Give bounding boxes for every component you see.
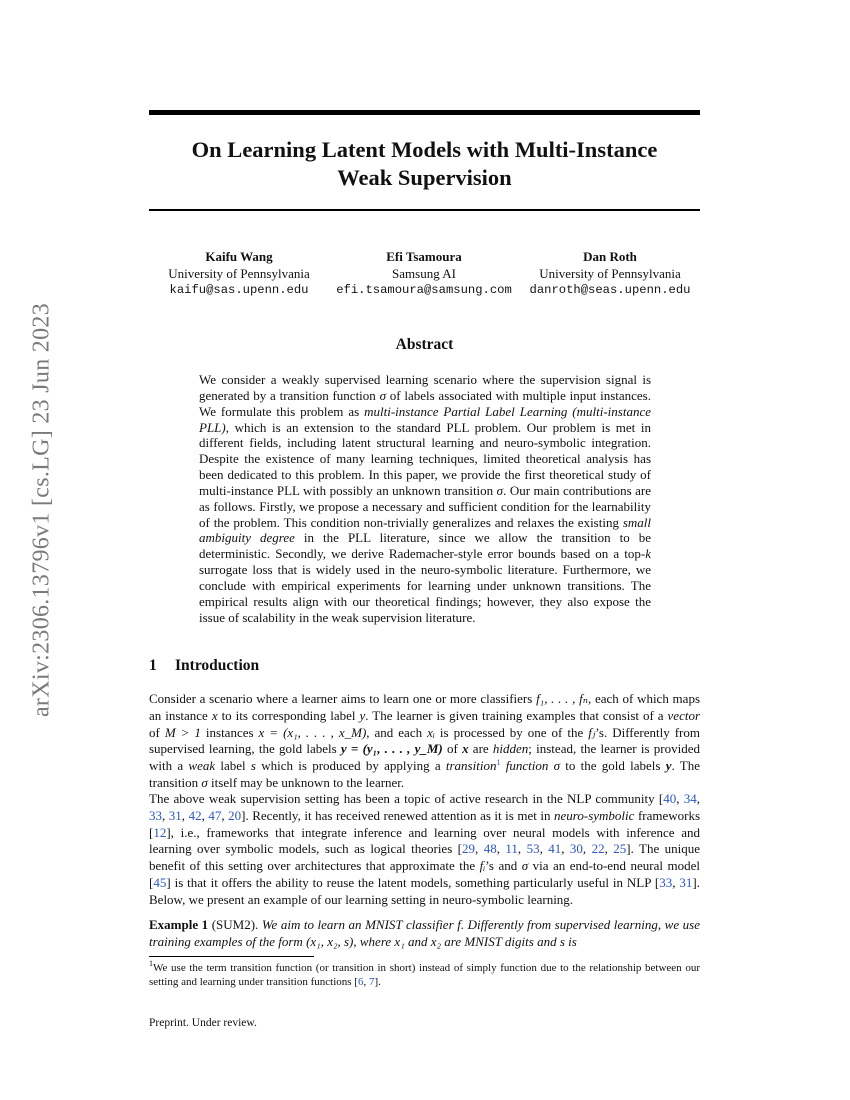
math: x = (x₁, . . . , x_M) [258, 724, 367, 740]
text-run: are [468, 741, 493, 757]
text-run: to the gold labels [560, 758, 666, 774]
author-name: Efi Tsamoura [386, 249, 462, 264]
math: fᵢ [479, 858, 486, 874]
footnote-marker[interactable]: 1 [496, 758, 501, 768]
author-2 [324, 249, 524, 299]
text-run: itself may be unknown to the learner. [207, 774, 405, 790]
sigma-symbol: σ [379, 387, 386, 403]
abstract-text-run: surrogate loss that is widely used in the neuro-symbolic literature. Furthermore, we conclude with empirical experiments for learning under unknown transitions. The empirical results align with our theoretical findings; however, they also expose the issue of scalability in the weak supervision literature. [199, 562, 651, 625]
text-run: via an end-to-end neural model [ [149, 858, 700, 890]
citation-link[interactable]: 7 [368, 976, 375, 988]
intro-paragraph-2 [149, 791, 700, 909]
math: f₁, . . . , fₙ [536, 691, 588, 706]
emphasis-term: hidden [492, 741, 529, 757]
citation-link[interactable]: 6 [357, 976, 364, 988]
example-label: Example 1 [149, 917, 209, 932]
math: y = (y₁, . . . , y_M) [340, 741, 443, 757]
emphasis-term: weak [188, 758, 216, 774]
text-run: frameworks [ [149, 807, 701, 840]
text-run: , and each [366, 724, 428, 740]
math: y [359, 707, 366, 723]
citation-link[interactable]: 40 [663, 791, 677, 806]
citation-link[interactable]: 12 [153, 824, 167, 840]
math: x₂ [430, 933, 442, 949]
text-run: which is produced by applying a [255, 758, 446, 774]
title-line-2: Weak Supervision [337, 165, 512, 190]
abstract-text-run: We consider a weakly supervised learning scenario where the supervision signal is generated by a transition function [199, 372, 651, 403]
author-email[interactable]: kaifu@sas.upenn.edu [169, 283, 309, 297]
math: f [457, 917, 461, 932]
arxiv-identifier[interactable]: arXiv:2306.13796v1 [cs.LG] 23 Jun 2023 [28, 302, 55, 718]
author-email[interactable]: efi.tsamoura@samsung.com [336, 283, 512, 297]
author-3 [520, 249, 700, 299]
math: x [462, 741, 469, 757]
text-run: ’s and [485, 858, 522, 874]
citation-link[interactable]: 33 [149, 807, 162, 823]
author-1 [149, 249, 329, 299]
arxiv-sidebar [0, 0, 60, 1100]
paper-title [149, 136, 700, 192]
citation-link[interactable]: 30 [569, 841, 583, 857]
text-run: instances [200, 724, 259, 740]
abstract-text-run: , which is an extension to the standard PLL problem. Our problem is met in different fields, including latent structural learning and neuro-symbolic integration. Despite the existence of many learning techniques, limited theoretical analysis has been dedicated to this problem. In this paper, we provide the first theoretical study of multi-instance PLL with possibly an unknown transition [199, 419, 651, 498]
text-run: . The learner is given training examples that consist of a [365, 707, 668, 723]
section-number: 1 [149, 657, 157, 674]
text-run: ] is that it offers the ability to reuse the latent models, something particularly useful in NLP [ [166, 874, 660, 890]
citation-link[interactable]: 29 [462, 841, 476, 857]
citation-link[interactable]: 47 [208, 807, 222, 823]
abstract-text-run: . Our main contributions are as follows. Firstly, we propose a necessary and sufficient condition for the learnability of the problem. This condition non-trivially generalizes and relaxes the existing [199, 482, 652, 530]
author-affiliation: University of Pennsylvania [539, 265, 681, 281]
text-run: and [404, 933, 431, 949]
text-run: , where [353, 933, 395, 949]
title-line-1: On Learning Latent Models with Multi-Instance [191, 137, 658, 162]
math: M > 1 [164, 724, 201, 740]
sigma-symbol: σ [201, 774, 208, 790]
author-name: Kaifu Wang [205, 249, 273, 264]
citation-link[interactable]: 11 [505, 841, 518, 857]
math: x [211, 707, 218, 723]
example-paragraph [149, 917, 700, 951]
emphasis-term: small ambiguity degree [199, 514, 651, 546]
footnote-rule [149, 956, 314, 957]
sigma-symbol: σ [496, 482, 504, 498]
math: s [559, 933, 565, 949]
example-name: (SUM2). [208, 917, 259, 932]
text-run: The above weak supervision setting has been a topic of active research in the NLP community [ [149, 791, 664, 806]
text-run: is [564, 933, 577, 949]
text-run: of [442, 741, 463, 757]
emphasis-term: transition [445, 758, 497, 774]
emphasis-term: vector [667, 707, 701, 723]
math: x₁ [394, 933, 405, 949]
citation-link[interactable]: 45 [153, 874, 167, 890]
citation-link[interactable]: 20 [228, 807, 242, 823]
citation-link[interactable]: 31 [679, 874, 693, 890]
text-run: ], i.e., frameworks that integrate inference and learning over neural models with inference and learning over symbolic models, such as logical theories [ [149, 824, 700, 857]
footnote-text: We use the term transition function (or transition in short) instead of simply function due to the relationship between our setting and learning under transition functions [ [149, 962, 700, 988]
math: s [250, 758, 256, 774]
emphasis-term: function [500, 758, 549, 774]
citation-link[interactable]: 33 [659, 874, 673, 890]
author-affiliation: University of Pennsylvania [168, 265, 310, 281]
citation-link[interactable]: 34 [683, 791, 697, 806]
sigma-symbol: σ [521, 858, 529, 874]
text-run: ]. Recently, it has received renewed attention as it is met in [241, 807, 555, 823]
text-run: . The transition [149, 758, 701, 790]
text-run: We aim to learn an MNIST classifier [258, 917, 458, 932]
text-run: ; instead, the learner is provided with a [149, 741, 700, 774]
abstract-text [199, 372, 651, 626]
citation-group-2: 29, 48, 11, 53, 41, 30, 22, 25 [462, 841, 627, 857]
math: (x₁, x₂, s) [306, 933, 354, 949]
math: xᵢ [427, 724, 435, 740]
text-run: are MNIST digits and [441, 933, 560, 949]
footnote-marker: 1 [149, 959, 153, 968]
citation-link[interactable]: 31 [168, 807, 182, 823]
citation-group-1: 40, 34, 33, 31, 42, 47, 20 [149, 791, 701, 823]
author-name: Dan Roth [583, 249, 637, 264]
author-affiliation: Samsung AI [392, 265, 456, 281]
section-title: Introduction [175, 657, 260, 674]
citation-link[interactable]: 42 [188, 807, 202, 823]
citation-link[interactable]: 22 [591, 841, 605, 857]
footnote [149, 961, 700, 989]
text-run: . Differently from supervised learning, we use training examples of the form [149, 917, 700, 949]
text-run: ]. [374, 976, 381, 988]
citation-group-3: 33, 31 [659, 874, 693, 890]
text-run: of [149, 724, 165, 740]
sigma-symbol: σ [548, 758, 560, 774]
text-run: , [363, 976, 369, 988]
citation-link[interactable]: 48 [483, 841, 497, 857]
text-run: ]. Below, we present an example of our learning setting in neuro-symbolic learning. [149, 874, 700, 907]
citation-link[interactable]: 53 [526, 841, 540, 857]
section-heading [149, 657, 259, 675]
title-top-rule [149, 110, 700, 115]
title-bottom-rule [149, 209, 700, 211]
text-run: label [215, 758, 251, 774]
emphasis-term: multi-instance Partial Label Learning (multi-instance PLL) [199, 403, 652, 435]
math: y [665, 758, 672, 774]
text-run: to its corresponding label [217, 707, 360, 723]
abstract-text-run: in the PLL literature, since we allow the transition to be deterministic. Secondly, we derive Rademacher-style error bounds based on a top- [199, 530, 651, 562]
author-email[interactable]: danroth@seas.upenn.edu [529, 283, 691, 297]
k-symbol: k [645, 546, 651, 562]
abstract-heading: Abstract [395, 336, 454, 353]
abstract-text-run: of labels associated with multiple input instances. We formulate this problem as [199, 387, 651, 419]
text-run: is processed by one of the [434, 724, 589, 740]
text-run: ’s. Differently from supervised learning, the gold labels [149, 724, 700, 757]
math: fⱼ [588, 724, 596, 740]
text-run: ]. The unique benefit of this setting over architectures that approximate the [149, 841, 701, 874]
citation-link[interactable]: 25 [613, 841, 627, 857]
text-run: Consider a scenario where a learner aims to learn one or more classifiers [149, 691, 537, 706]
emphasis-term: neuro-symbolic [554, 807, 635, 823]
preprint-notice: Preprint. Under review. [149, 1017, 257, 1029]
citation-link[interactable]: 41 [548, 841, 562, 857]
intro-paragraph-1 [149, 691, 700, 792]
text-run: , each of which maps an instance [149, 691, 701, 723]
